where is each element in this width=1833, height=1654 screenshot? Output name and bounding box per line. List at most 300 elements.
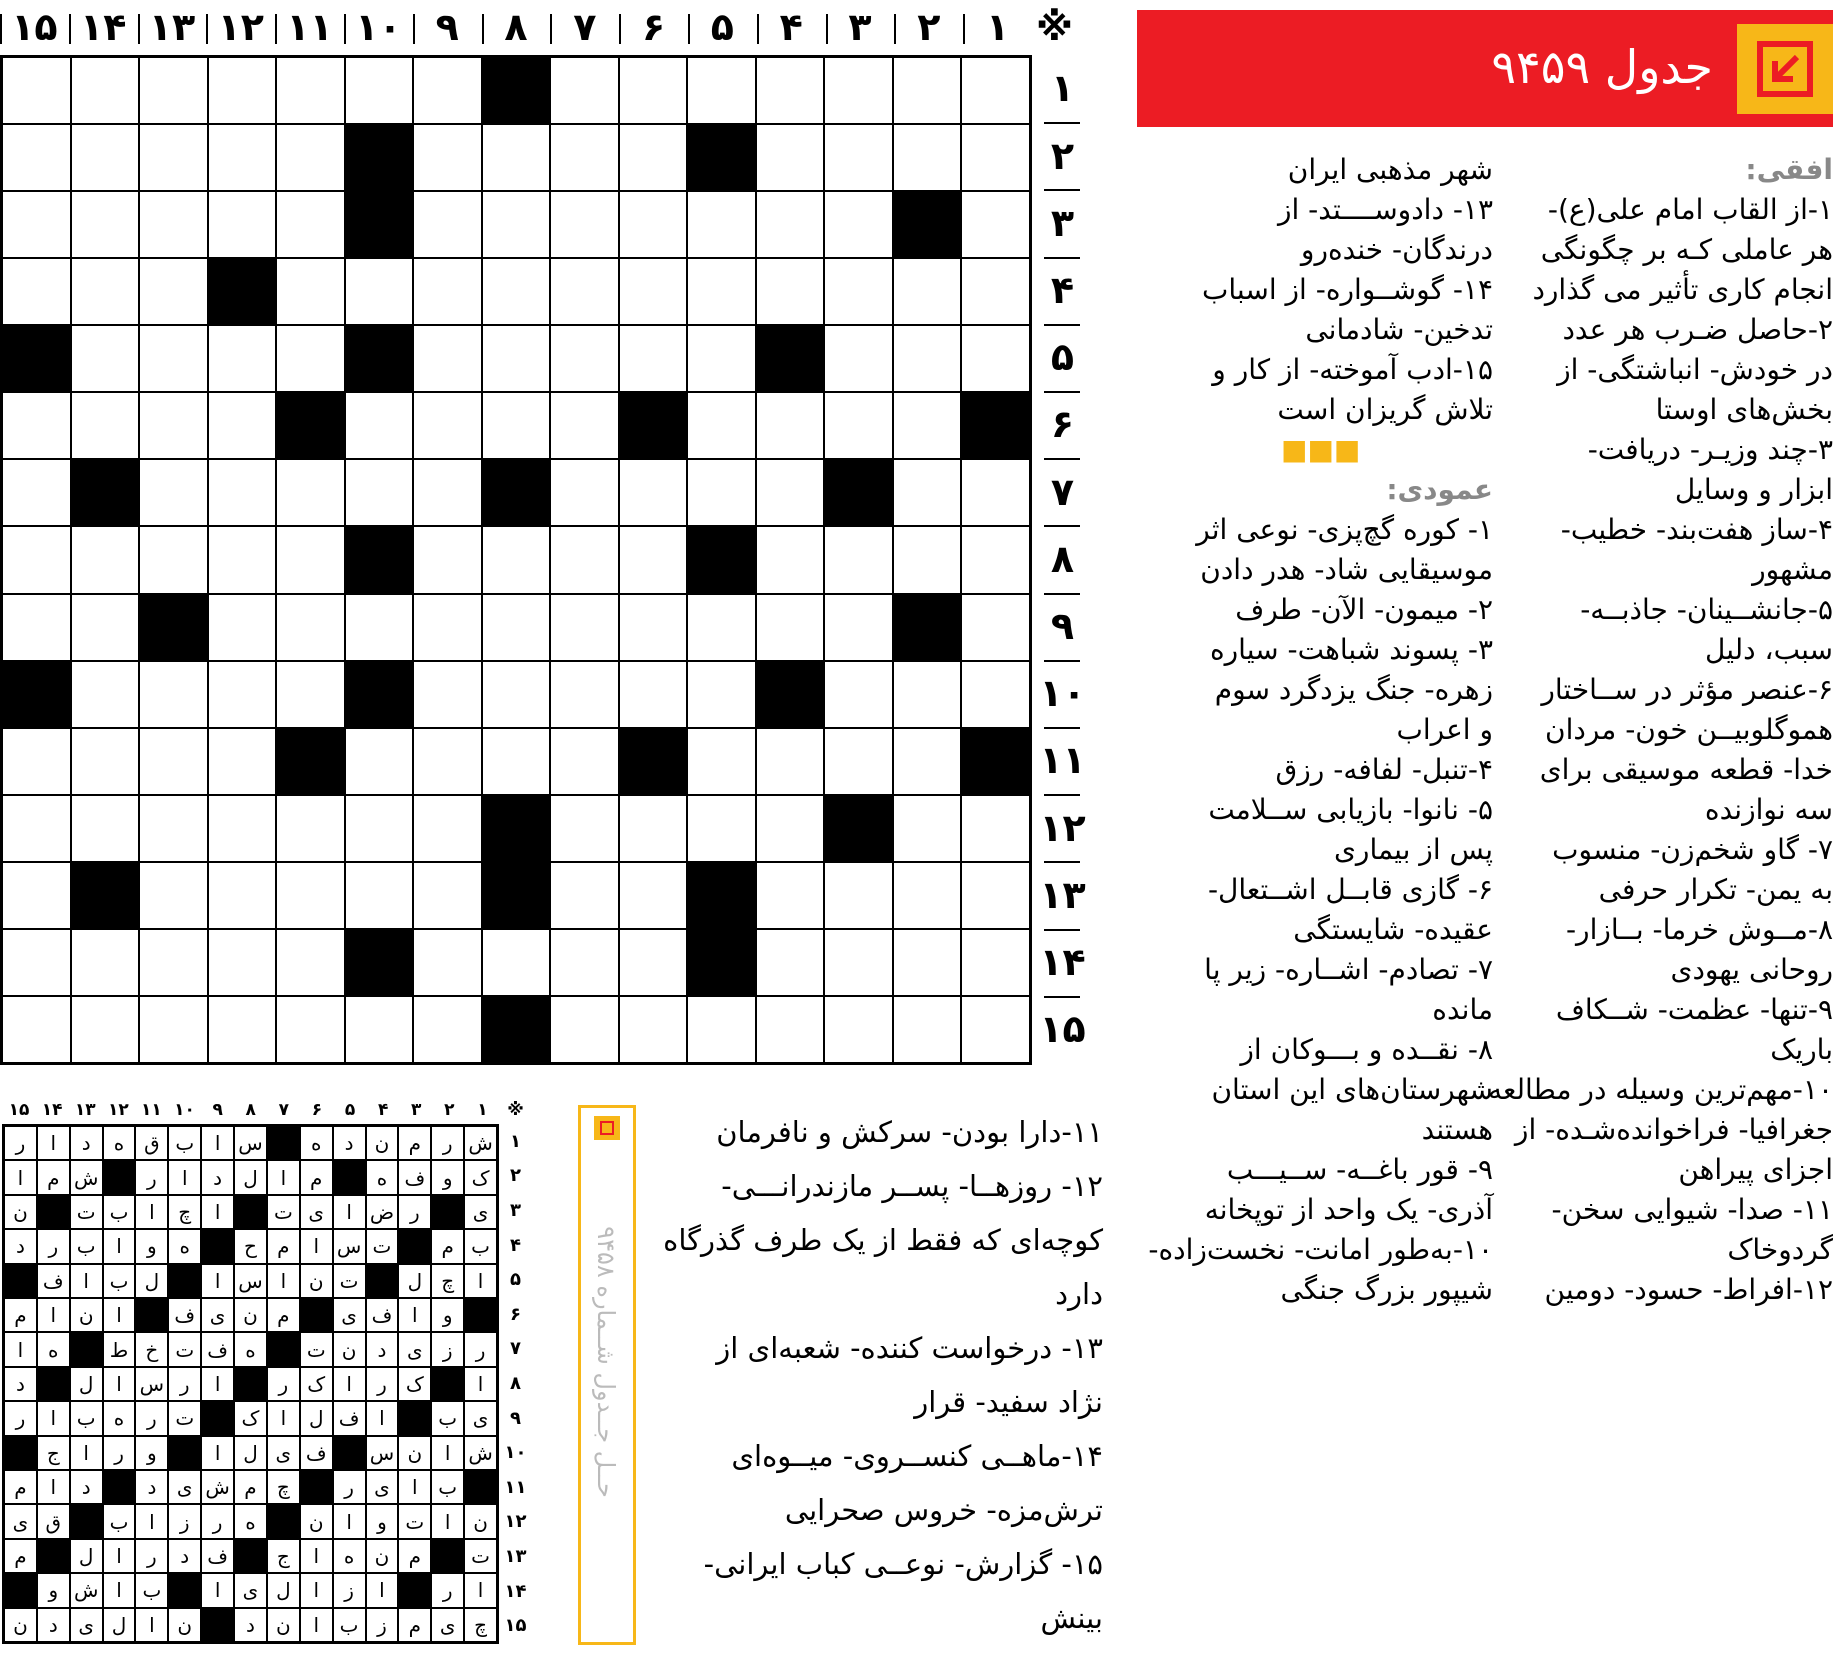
row-number: ۱۰: [1039, 671, 1086, 716]
solution-cell: چ: [431, 1264, 464, 1298]
clue-line: شهر مذهبی ایران: [1287, 153, 1493, 186]
clue-line: روحانی یهودی: [1670, 953, 1833, 986]
solution-row-number: ۱۴: [504, 1580, 527, 1602]
solution-cell: ا: [201, 1436, 234, 1470]
grid-cell: [71, 258, 140, 325]
grid-cell: [824, 191, 893, 258]
solution-cell: ی: [234, 1573, 267, 1607]
grid-cell: [687, 728, 756, 795]
solution-cell: م: [267, 1298, 300, 1332]
clue-line: ۲-حاصل ضـرب هر عدد: [1562, 313, 1833, 346]
solution-cell: ا: [168, 1160, 201, 1194]
grid-cell: [550, 728, 619, 795]
black-cell: [208, 258, 277, 325]
column-number: ۱۵: [11, 5, 58, 49]
solution-black-cell: [135, 1298, 168, 1332]
solution-cell: د: [4, 1367, 37, 1401]
solution-cell: ل: [103, 1608, 136, 1642]
grid-cell: [71, 661, 140, 728]
grid-cell: [276, 795, 345, 862]
grid-cell: [71, 795, 140, 862]
grid-cell: [413, 459, 482, 526]
grid-cell: [208, 459, 277, 526]
solution-cell: ا: [135, 1195, 168, 1229]
grid-cell: [208, 124, 277, 191]
solution-cell: د: [4, 1229, 37, 1263]
clue-line: ۱۵-ادب آموخته- از کار و: [1212, 353, 1493, 386]
solution-cell: ک: [234, 1401, 267, 1435]
grid-cell: [619, 795, 688, 862]
grid-cell: [961, 459, 1030, 526]
row-separator: [1044, 727, 1080, 729]
solution-cell: ک: [300, 1367, 333, 1401]
clue-line: هموگلوبیــن خون- مردان: [1545, 713, 1833, 746]
column-number: ۱: [985, 5, 1010, 49]
grid-cell: [276, 124, 345, 191]
solution-grid: [2, 1124, 499, 1644]
black-cell: [71, 862, 140, 929]
grid-cell: [550, 325, 619, 392]
solution-cell: ا: [333, 1195, 366, 1229]
grid-cell: [413, 124, 482, 191]
grid-cell: [482, 661, 551, 728]
grid-cell: [893, 124, 962, 191]
solution-cell: ش: [464, 1436, 497, 1470]
solution-cell: ب: [333, 1608, 366, 1642]
solution-cell: ه: [168, 1229, 201, 1263]
solution-cell: م: [267, 1229, 300, 1263]
solution-cell: ا: [300, 1573, 333, 1607]
row-separator: [1044, 122, 1080, 124]
solution-cell: ر: [4, 1401, 37, 1435]
solution-cell: ر: [431, 1573, 464, 1607]
grid-cell: [208, 728, 277, 795]
solution-cell: ا: [4, 1160, 37, 1194]
solution-cell: ا: [333, 1367, 366, 1401]
solution-cell: ا: [366, 1573, 399, 1607]
solution-black-cell: [37, 1539, 70, 1573]
clues-column-2: [1148, 150, 1493, 1310]
solution-cell: ن: [398, 1436, 431, 1470]
grid-cell: [687, 191, 756, 258]
solution-cell: ی: [464, 1401, 497, 1435]
grid-cell: [619, 124, 688, 191]
grid-cell: [276, 258, 345, 325]
solution-black-cell: [201, 1608, 234, 1642]
solution-cell: ف: [333, 1401, 366, 1435]
row-separator: [1044, 794, 1080, 796]
row-separator: [1044, 257, 1080, 259]
grid-cell: [893, 526, 962, 593]
column-separator: [619, 14, 621, 44]
solution-cell: ن: [366, 1539, 399, 1573]
solution-column-number: ۱۳: [74, 1100, 96, 1120]
column-number: ۸: [504, 5, 528, 49]
solution-cell: ا: [267, 1264, 300, 1298]
grid-cell: [345, 392, 414, 459]
solution-column-number: ۱۲: [107, 1100, 129, 1120]
grid-cell: [550, 392, 619, 459]
grid-cell: [687, 996, 756, 1063]
grid-cell: [961, 929, 1030, 996]
grid-cell: [824, 594, 893, 661]
solution-cell: ر: [37, 1229, 70, 1263]
solution-cell: ه: [37, 1332, 70, 1366]
solution-row-number: ۱: [510, 1130, 521, 1152]
grid-cell: [756, 795, 825, 862]
grid-cell: [2, 459, 71, 526]
grid-cell: [550, 795, 619, 862]
grid-cell: [345, 594, 414, 661]
solution-cell: ی: [70, 1608, 103, 1642]
solution-cell: ش: [70, 1160, 103, 1194]
solution-row-number: ۱۳: [504, 1546, 527, 1568]
clue-line: افقی:: [1745, 153, 1833, 186]
clue-line: ابزار و وسایل: [1674, 473, 1833, 506]
solution-cell: ض: [366, 1195, 399, 1229]
grid-cell: [893, 728, 962, 795]
grid-cell: [756, 526, 825, 593]
solution-cell: ا: [267, 1160, 300, 1194]
grid-cell: [139, 124, 208, 191]
grid-cell: [276, 325, 345, 392]
solution-cell: ر: [4, 1126, 37, 1160]
column-number: ۹: [435, 5, 459, 49]
solution-black-cell: [267, 1332, 300, 1366]
grid-cell: [2, 795, 71, 862]
solution-cell: ه: [366, 1160, 399, 1194]
grid-cell: [413, 996, 482, 1063]
grid-cell: [824, 258, 893, 325]
solution-cell: ی: [201, 1298, 234, 1332]
solution-cell: ر: [201, 1504, 234, 1538]
column-number: ۱۰: [355, 5, 402, 49]
black-cell: [276, 392, 345, 459]
column-number: ۴: [779, 5, 803, 49]
grid-cell: [619, 862, 688, 929]
solution-cell: ه: [234, 1332, 267, 1366]
clue-line: درندگان- خنده‌رو: [1300, 233, 1493, 266]
clue-line: ۱۳- دادوســــتد- از: [1277, 193, 1493, 226]
solution-black-cell: [201, 1401, 234, 1435]
solution-cell: ی: [168, 1470, 201, 1504]
solution-cell: ف: [398, 1160, 431, 1194]
solution-cell: ل: [135, 1264, 168, 1298]
solution-cell: ل: [267, 1573, 300, 1607]
grid-cell: [139, 258, 208, 325]
solution-cell: ی: [267, 1436, 300, 1470]
solution-black-cell: [103, 1160, 136, 1194]
solution-column-number: ۲: [444, 1100, 455, 1120]
clue-line: زهره- جنگ یزدگرد سوم: [1214, 673, 1493, 706]
solution-cell: ت: [300, 1332, 333, 1366]
clue-line: ۲- میمون- الآن- طرف: [1235, 593, 1493, 626]
grid-cell: [71, 57, 140, 124]
solution-cell: ل: [234, 1436, 267, 1470]
grid-cell: [345, 728, 414, 795]
solution-cell: ر: [366, 1367, 399, 1401]
row-number: ۱۳: [1039, 872, 1086, 917]
solution-black-cell: [4, 1573, 37, 1607]
clue-line: شهرستان‌های این استان: [1211, 1073, 1493, 1106]
solution-cell: س: [135, 1367, 168, 1401]
black-cell: [756, 661, 825, 728]
clue-line: ۱۴- گوشــواره- از اسباب: [1202, 273, 1493, 306]
clue-line: تلاش گریزان است: [1277, 393, 1493, 426]
row-number: ۱۵: [1039, 1007, 1086, 1052]
solution-black-cell: [300, 1470, 333, 1504]
grid-cell: [345, 996, 414, 1063]
clue-line: ۱۱-دارا بودن- سرکش و نافرمان: [716, 1115, 1103, 1149]
solution-cell: خ: [135, 1332, 168, 1366]
solution-cell: ر: [135, 1401, 168, 1435]
solution-cell: ا: [135, 1608, 168, 1642]
previous-solution: [2, 1098, 532, 1646]
grid-cell: [824, 325, 893, 392]
solution-black-cell: [4, 1264, 37, 1298]
grid-cell: [550, 191, 619, 258]
grid-cell: [276, 526, 345, 593]
clue-line: ۶-عنصر مؤثر در ســاختار: [1541, 673, 1833, 706]
grid-cell: [413, 795, 482, 862]
solution-column-number: ۱۴: [41, 1100, 63, 1120]
clue-line: ۳-چند وزیـر- دریافت-: [1587, 433, 1833, 466]
solution-cell: ا: [70, 1264, 103, 1298]
black-cell: [687, 526, 756, 593]
solution-cell: ب: [431, 1470, 464, 1504]
grid-cell: [276, 57, 345, 124]
clue-line: بخش‌های اوستا: [1655, 393, 1833, 426]
grid-cell: [276, 996, 345, 1063]
clue-line: ۷- گاو شخم‌زن- منسوب: [1552, 833, 1833, 866]
solution-cell: ج: [37, 1436, 70, 1470]
solution-row-number: ۱۲: [504, 1511, 527, 1533]
grid-cell: [619, 325, 688, 392]
grid-cell: [208, 661, 277, 728]
column-separator: [482, 14, 484, 44]
solution-cell: ت: [398, 1504, 431, 1538]
clue-line: هر عاملی کـه بر چگونگی: [1540, 233, 1833, 266]
black-cell: [2, 661, 71, 728]
grid-cell: [71, 594, 140, 661]
clue-line: ۱۳- درخواست کننده- شعبه‌ای از: [716, 1331, 1103, 1365]
grid-cell: [139, 459, 208, 526]
solution-cell: ج: [267, 1539, 300, 1573]
solution-cell: ا: [201, 1126, 234, 1160]
solution-cell: د: [234, 1608, 267, 1642]
solution-label-box: [578, 1105, 636, 1645]
solution-row-numbers: [499, 1124, 532, 1644]
black-cell: [345, 191, 414, 258]
solution-column-number: ۳: [411, 1100, 422, 1120]
clue-line: ۸- نقــده و بـــوکان از: [1240, 1033, 1493, 1066]
solution-cell: ت: [333, 1264, 366, 1298]
grid-cell: [139, 795, 208, 862]
grid-cell: [71, 996, 140, 1063]
row-number: ۷: [1050, 469, 1075, 514]
solution-cell: ی: [4, 1504, 37, 1538]
column-separator: [963, 14, 965, 44]
column-number: ۲: [917, 5, 941, 49]
solution-cell: چ: [464, 1608, 497, 1642]
grid-cell: [2, 728, 71, 795]
grid-cell: [619, 459, 688, 526]
grid-cell: [413, 862, 482, 929]
black-cell: [345, 325, 414, 392]
black-cell: [961, 728, 1030, 795]
black-cell: [482, 862, 551, 929]
star-symbol: ※: [1036, 5, 1073, 49]
grid-cell: [413, 661, 482, 728]
solution-cell: ن: [464, 1504, 497, 1538]
column-separator: [413, 14, 415, 44]
grid-cell: [550, 661, 619, 728]
grid-cell: [756, 459, 825, 526]
solution-cell: م: [398, 1539, 431, 1573]
row-separator: [1044, 458, 1080, 460]
solution-cell: چ: [267, 1470, 300, 1504]
grid-cell: [276, 929, 345, 996]
solution-cell: ر: [267, 1367, 300, 1401]
clue-line: ۱-از القاب امام علی(ع)-: [1547, 193, 1833, 226]
solution-cell: د: [70, 1126, 103, 1160]
solution-cell: ا: [201, 1264, 234, 1298]
solution-cell: د: [37, 1608, 70, 1642]
grid-cell: [550, 459, 619, 526]
solution-cell: و: [135, 1436, 168, 1470]
black-cell: [345, 526, 414, 593]
grid-cell: [208, 929, 277, 996]
solution-cell: ن: [168, 1608, 201, 1642]
solution-row-number: ۳: [510, 1200, 521, 1222]
clue-line: دارد: [1055, 1277, 1103, 1311]
solution-cell: ن: [4, 1608, 37, 1642]
grid-cell: [208, 594, 277, 661]
grid-cell: [961, 325, 1030, 392]
solution-cell: ا: [464, 1264, 497, 1298]
grid-cell: [893, 795, 962, 862]
solution-cell: ی: [398, 1332, 431, 1366]
grid-cell: [893, 661, 962, 728]
clue-line: خدا- قطعه موسیقی برای: [1539, 753, 1833, 786]
grid-cell: [756, 728, 825, 795]
row-separator: [1044, 929, 1080, 931]
grid-cell: [893, 459, 962, 526]
grid-cell: [2, 124, 71, 191]
solution-black-cell: [267, 1504, 300, 1538]
solution-cell: ا: [300, 1539, 333, 1573]
solution-cell: ا: [267, 1401, 300, 1435]
grid-cell: [687, 325, 756, 392]
solution-cell: و: [431, 1298, 464, 1332]
row-separator: [1044, 324, 1080, 326]
solution-cell: ت: [70, 1195, 103, 1229]
black-cell: [345, 929, 414, 996]
grid-cell: [482, 258, 551, 325]
solution-cell: ف: [37, 1264, 70, 1298]
grid-cell: [139, 728, 208, 795]
solution-cell: ق: [135, 1126, 168, 1160]
puzzle-title: جدول ۹۴۵۹: [1491, 40, 1713, 94]
solution-cell: ر: [135, 1539, 168, 1573]
column-number: ۷: [573, 5, 597, 49]
grid-cell: [482, 728, 551, 795]
solution-cell: ا: [398, 1470, 431, 1504]
solution-cell: ن: [366, 1126, 399, 1160]
column-number: ۱۲: [217, 5, 264, 49]
row-separator: [1044, 525, 1080, 527]
clue-line: گردوخاک: [1727, 1233, 1833, 1266]
solution-black-cell: [398, 1229, 431, 1263]
solution-cell: ا: [201, 1195, 234, 1229]
black-cell: [961, 392, 1030, 459]
grid-cell: [2, 258, 71, 325]
solution-cell: ت: [366, 1229, 399, 1263]
solution-column-number: ۱۵: [8, 1100, 30, 1120]
grid-cell: [2, 526, 71, 593]
solution-column-number: ۴: [377, 1100, 389, 1120]
row-separator: [1044, 189, 1080, 191]
grid-cell: [208, 325, 277, 392]
clue-line: ۵-جانشــینان- جاذبــه-: [1580, 593, 1833, 626]
grid-cell: [961, 258, 1030, 325]
grid-cell: [687, 392, 756, 459]
black-cell: [687, 124, 756, 191]
solution-cell: ا: [431, 1436, 464, 1470]
grid-cell: [139, 862, 208, 929]
grid-cell: [550, 996, 619, 1063]
title-banner: [1137, 10, 1833, 127]
grid-cell: [619, 929, 688, 996]
black-cell: [276, 728, 345, 795]
grid-cell: [2, 929, 71, 996]
clue-line: کوچه‌ای که فقط از یک طرف گذرگاه: [663, 1223, 1103, 1257]
grid-cell: [208, 392, 277, 459]
clue-line: و اعراب: [1396, 713, 1493, 746]
solution-black-cell: [103, 1470, 136, 1504]
solution-cell: ف: [168, 1298, 201, 1332]
grid-cell: [208, 795, 277, 862]
grid-cell: [961, 191, 1030, 258]
solution-black-cell: [70, 1504, 103, 1538]
grid-cell: [2, 862, 71, 929]
grid-cell: [961, 124, 1030, 191]
black-cell: [2, 325, 71, 392]
solution-row-number: ۵: [510, 1269, 521, 1291]
solution-column-number: ۱۱: [141, 1100, 162, 1120]
solution-black-cell: [168, 1573, 201, 1607]
column-number: ۱۱: [286, 5, 333, 49]
black-cell: [71, 459, 140, 526]
grid-cell: [413, 258, 482, 325]
column-separator: [275, 14, 277, 44]
solution-cell: ش: [464, 1126, 497, 1160]
grid-cell: [687, 594, 756, 661]
solution-cell: م: [4, 1298, 37, 1332]
grid-cell: [2, 392, 71, 459]
grid-cell: [961, 996, 1030, 1063]
solution-cell: ا: [398, 1298, 431, 1332]
solution-column-number: ۸: [245, 1100, 256, 1120]
grid-cell: [824, 728, 893, 795]
column-separator: [894, 14, 896, 44]
grid-cell: [482, 392, 551, 459]
solution-cell: س: [333, 1229, 366, 1263]
grid-cell: [482, 526, 551, 593]
grid-cell: [824, 57, 893, 124]
solution-cell: و: [431, 1160, 464, 1194]
solution-cell: ا: [103, 1573, 136, 1607]
